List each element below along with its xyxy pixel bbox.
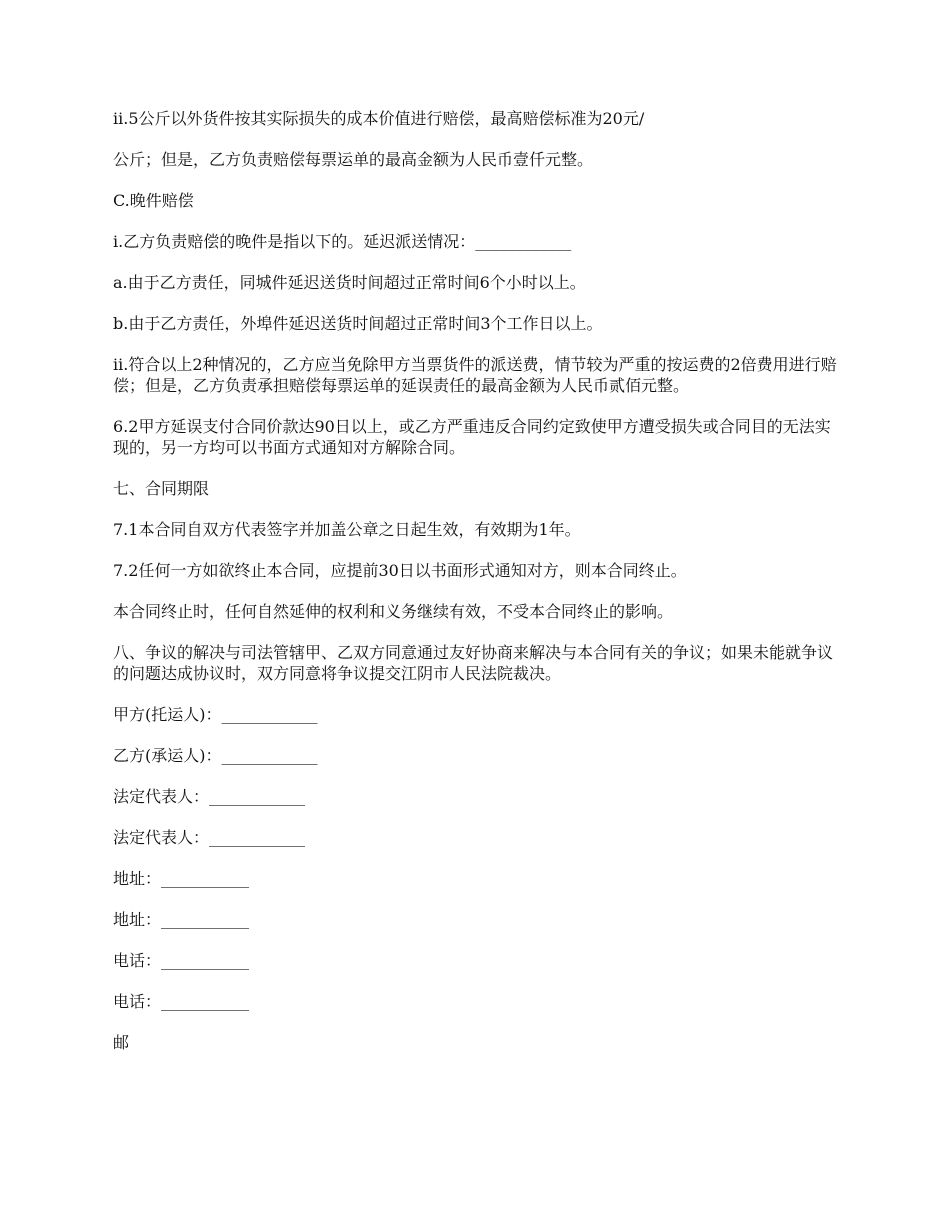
party-a-shipper-field: 甲方(托运人)：____________ [113, 705, 318, 724]
clause-a-same-city-delay: a.由于乙方责任，同城件延迟送货时间超过正常时间6个小时以上。 [113, 273, 586, 292]
phone-field-a: 电话：___________ [113, 951, 250, 970]
party-b-carrier-field: 乙方(承运人)：____________ [113, 746, 318, 765]
clause-ii5-compensation-line2: 公斤；但是，乙方负责赔偿每票运单的最高金额为人民币壹仟元整。 [113, 150, 594, 169]
legal-representative-field-a: 法定代表人：____________ [113, 787, 306, 806]
section-7-heading: 七、合同期限 [113, 479, 210, 498]
address-field-b: 地址：___________ [113, 910, 250, 929]
address-field-a: 地址：___________ [113, 869, 250, 888]
clause-i-late-definition: i.乙方负责赔偿的晚件是指以下的。延迟派送情况：____________ [113, 232, 572, 251]
clause-ii-delay-compensation: ii.符合以上2种情况的，乙方应当免除甲方当票货件的派送费，情节较为严重的按运费的2倍费用进行赔偿；但是，乙方负责承担赔偿每票运单的延误责任的最高金额为人民币贰佰元整。 [113, 355, 837, 395]
clause-7-1-effective-date: 7.1本合同自双方代表签字并加盖公章之日起生效，有效期为1年。 [113, 520, 581, 539]
clause-b-out-of-town-delay: b.由于乙方责任，外埠件延迟送货时间超过正常时间3个工作日以上。 [113, 314, 603, 333]
document-page [113, 108, 843, 1073]
clause-7-2-termination-notice: 7.2任何一方如欲终止本合同，应提前30日以书面形式通知对方，则本合同终止。 [113, 561, 687, 580]
phone-field-b: 电话：___________ [113, 992, 250, 1011]
section-c-late-compensation-heading: C.晚件赔偿 [113, 191, 194, 210]
legal-representative-field-b: 法定代表人：____________ [113, 828, 306, 847]
clause-ii5-compensation-line1: ii.5公斤以外货件按其实际损失的成本价值进行赔偿，最高赔偿标准为20元/ [113, 109, 645, 128]
postal-field-partial: 邮 [113, 1033, 130, 1052]
section-8-dispute-resolution: 八、争议的解决与司法管辖甲、乙双方同意通过友好协商来解决与本合同有关的争议；如果未能就争议的问题达成协议时，双方同意将争议提交江阴市人民法院裁决。 [113, 643, 834, 683]
clause-termination-effects: 本合同终止时，任何自然延伸的权利和义务继续有效，不受本合同终止的影响。 [113, 602, 674, 621]
clause-6-2-termination: 6.2甲方延误支付合同价款达90日以上，或乙方严重违反合同约定致使甲方遭受损失或合同目的无法实现的，另一方均可以书面方式通知对方解除合同。 [113, 417, 831, 457]
